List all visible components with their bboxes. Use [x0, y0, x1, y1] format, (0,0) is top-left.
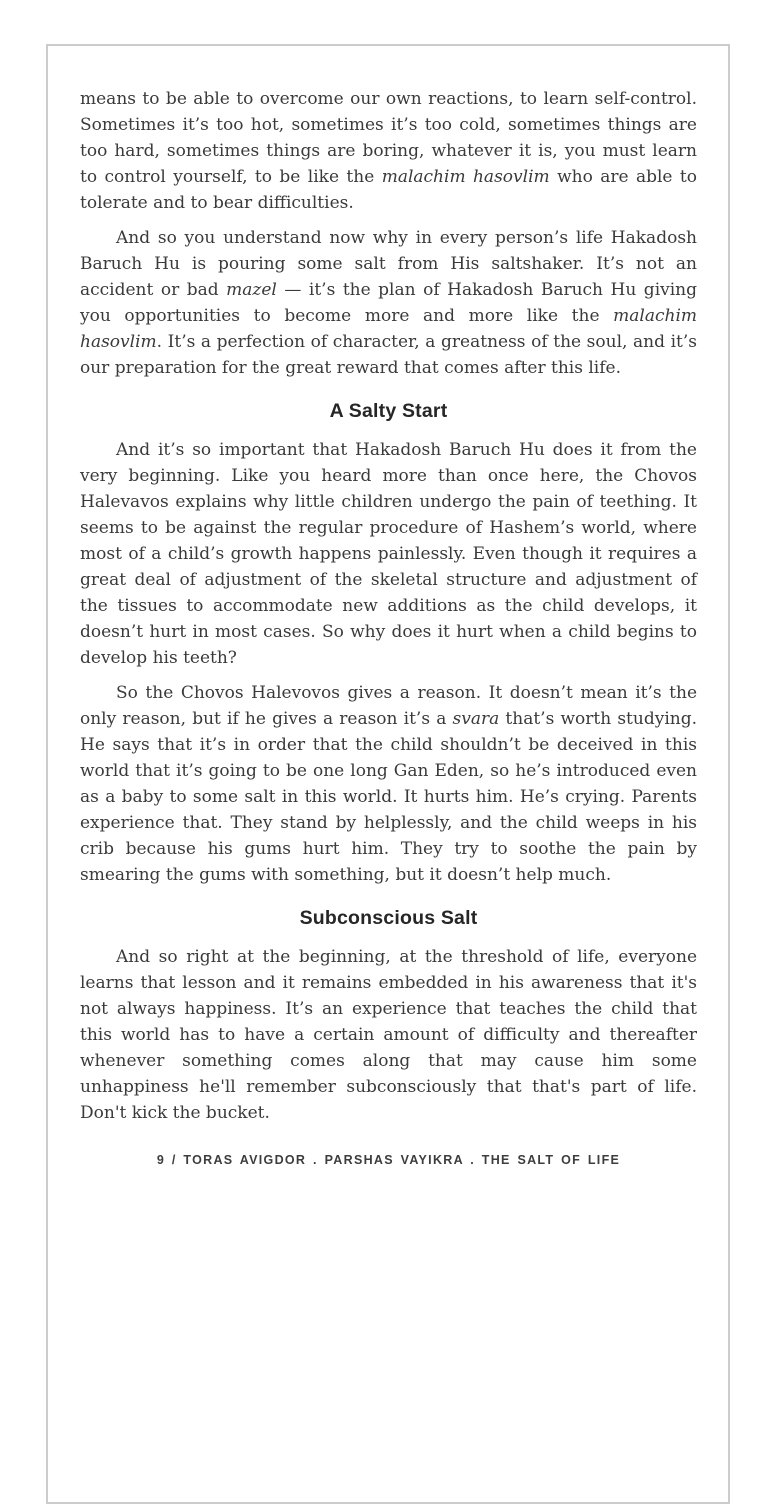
paragraph: [80, 225, 697, 381]
text-run: And so you understand now why in every person’s life Hakadosh Baruch Hu is pouring some salt from His saltshaker. It’s not an accident or bad: [80, 228, 697, 300]
paragraph: [80, 944, 697, 1126]
text-run: means to be able to overcome our own reactions, to learn self-control. Sometimes it’s too hot, sometimes it’s too cold, sometimes things are too hard, sometimes things are boring, whatever it is, you must learn to control yourself, to be like the: [80, 89, 697, 187]
text-run: So the Chovos Halevovos gives a reason. It doesn’t mean it’s the only reason, but if he gives a reason it’s a: [80, 683, 697, 729]
paragraph: [80, 680, 697, 888]
page-footer: 9 / TORAS AVIGDOR . PARSHAS VAYIKRA . THE SALT OF LIFE: [156, 1153, 621, 1167]
text-run: — it’s the plan of Hakadosh Baruch Hu giving you opportunities to become more and more like the: [80, 280, 697, 326]
page-card: [46, 44, 730, 1504]
text-run: that’s worth studying. He says that it’s in order that the child shouldn’t be deceived in this world that it’s going to be one long Gan Eden, so he’s introduced even as a baby to some salt in this world. It hurts him. He’s crying. Parents experience that. They stand by helplessly, and the child weeps in his crib because his gums hurt him. They try to soothe the pain by smearing the gums with something, but it doesn’t help much.: [80, 709, 697, 885]
italic-term: malachim hasovlim: [381, 167, 550, 187]
text-run: who are able to tolerate and to bear difficulties.: [80, 167, 697, 213]
italic-term: malachim hasovlim: [80, 306, 697, 352]
italic-term: svara: [452, 709, 500, 729]
paragraph: [80, 437, 697, 671]
italic-term: mazel: [226, 280, 277, 300]
text-run: And so right at the beginning, at the threshold of life, everyone learns that lesson and it remains embedded in his awareness that it's not always happiness. It’s an experience that teaches the child that this world has to have a certain amount of difficulty and thereafter whenever something comes along that may cause him some unhappiness he'll remember subconsciously that that's part of life. Don't kick the bucket.: [80, 947, 697, 1123]
text-run: . It’s a perfection of character, a greatness of the soul, and it’s our preparation for the great reward that comes after this life.: [80, 332, 697, 378]
paragraph: [80, 86, 697, 216]
article-body: [80, 86, 697, 1126]
section-heading: Subconscious Salt: [299, 907, 478, 929]
section-heading: A Salty Start: [329, 400, 448, 422]
text-run: And it’s so important that Hakadosh Baruch Hu does it from the very beginning. Like you heard more than once here, the Chovos Halevavos explains why little children undergo the pain of teething. It seems to be against the regular procedure of Hashem’s world, where most of a child’s growth happens painlessly. Even though it requires a great deal of adjustment of the skeletal structure and adjustment of the tissues to accommodate new additions as the child develops, it doesn’t hurt in most cases. So why does it hurt when a child begins to develop his teeth?: [80, 440, 697, 668]
